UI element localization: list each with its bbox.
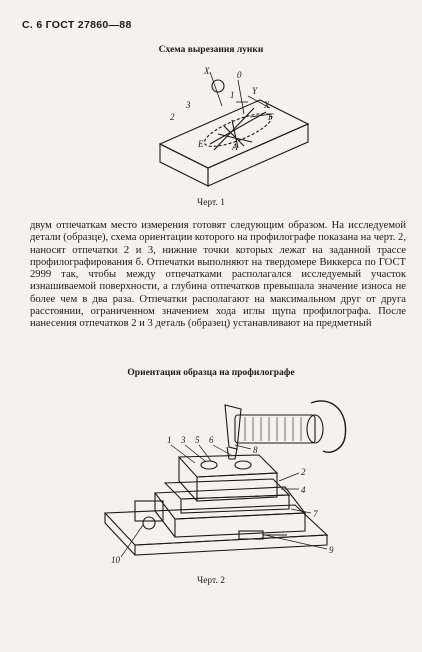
callout-a: A <box>232 142 238 152</box>
figure-2-drawing <box>95 385 355 570</box>
figure-2-caption: Ориентация образца на профилографе <box>127 368 295 378</box>
block-front-face <box>160 144 208 186</box>
callout-3: 3 <box>181 435 186 445</box>
callout-1: 1 <box>167 435 172 445</box>
callout-e: E <box>198 139 204 149</box>
callout-1: 1 <box>230 90 235 100</box>
probe-head <box>235 415 315 443</box>
callout-8: 8 <box>253 445 258 455</box>
figure-1-caption: Схема вырезания лунки <box>158 45 264 55</box>
callout-2: 2 <box>170 112 175 122</box>
imprint-left <box>201 461 217 469</box>
figure-1-drawing <box>140 62 320 197</box>
front-screw <box>239 531 263 539</box>
stylus-arm <box>225 405 241 449</box>
callout-5: 5 <box>195 435 200 445</box>
callout-x-right: X <box>264 100 270 110</box>
callout-6: 6 <box>209 435 214 445</box>
clamp-screw <box>143 517 155 529</box>
block-side-face <box>208 124 308 186</box>
callout-x-top: X <box>204 66 210 76</box>
base-plate-front <box>135 535 327 555</box>
table-front <box>175 513 305 537</box>
figure-1-label: Черт. 1 <box>197 198 225 208</box>
callout-10: 10 <box>111 555 120 565</box>
callout-7: 7 <box>313 509 318 519</box>
page-header: С. 6 ГОСТ 27860—88 <box>22 19 132 31</box>
callout-3: 3 <box>186 100 191 110</box>
imprint-right <box>235 461 251 469</box>
callout-y: Y <box>252 86 258 96</box>
callout-4: 4 <box>301 485 306 495</box>
callout-2: 2 <box>301 467 306 477</box>
figure-2-label: Черт. 2 <box>197 576 225 586</box>
callout-9: 9 <box>329 545 334 555</box>
base-plate-top <box>105 505 327 545</box>
callout-0: 0 <box>237 70 242 80</box>
callout-f: F <box>268 112 274 122</box>
body-paragraph: двум отпечаткам место измерения готовят следующим образом. На исследуемой детали (образце), схема ориентации которого на профилографе показана на черт. 2, наносят отпечатки 2 и 3, нижние точки которых лежат на заданной трассе профилографирования б. Отпечатки выполняют на твердомере Виккерса по ГОСТ 2999 так, чтобы между отпечатками располагался исследуемый участок изнашиваемой поверхности, а глубина отпечатков превышала значение износа не более чем в два раза. Отпечатки располагают на максимальном друг от друга расстоянии, ограниченном значением хода иглы щупа профилографа. После нанесения отпечатков 2 и 3 деталь (образец) устанавливают на предметный <box>30 220 406 330</box>
